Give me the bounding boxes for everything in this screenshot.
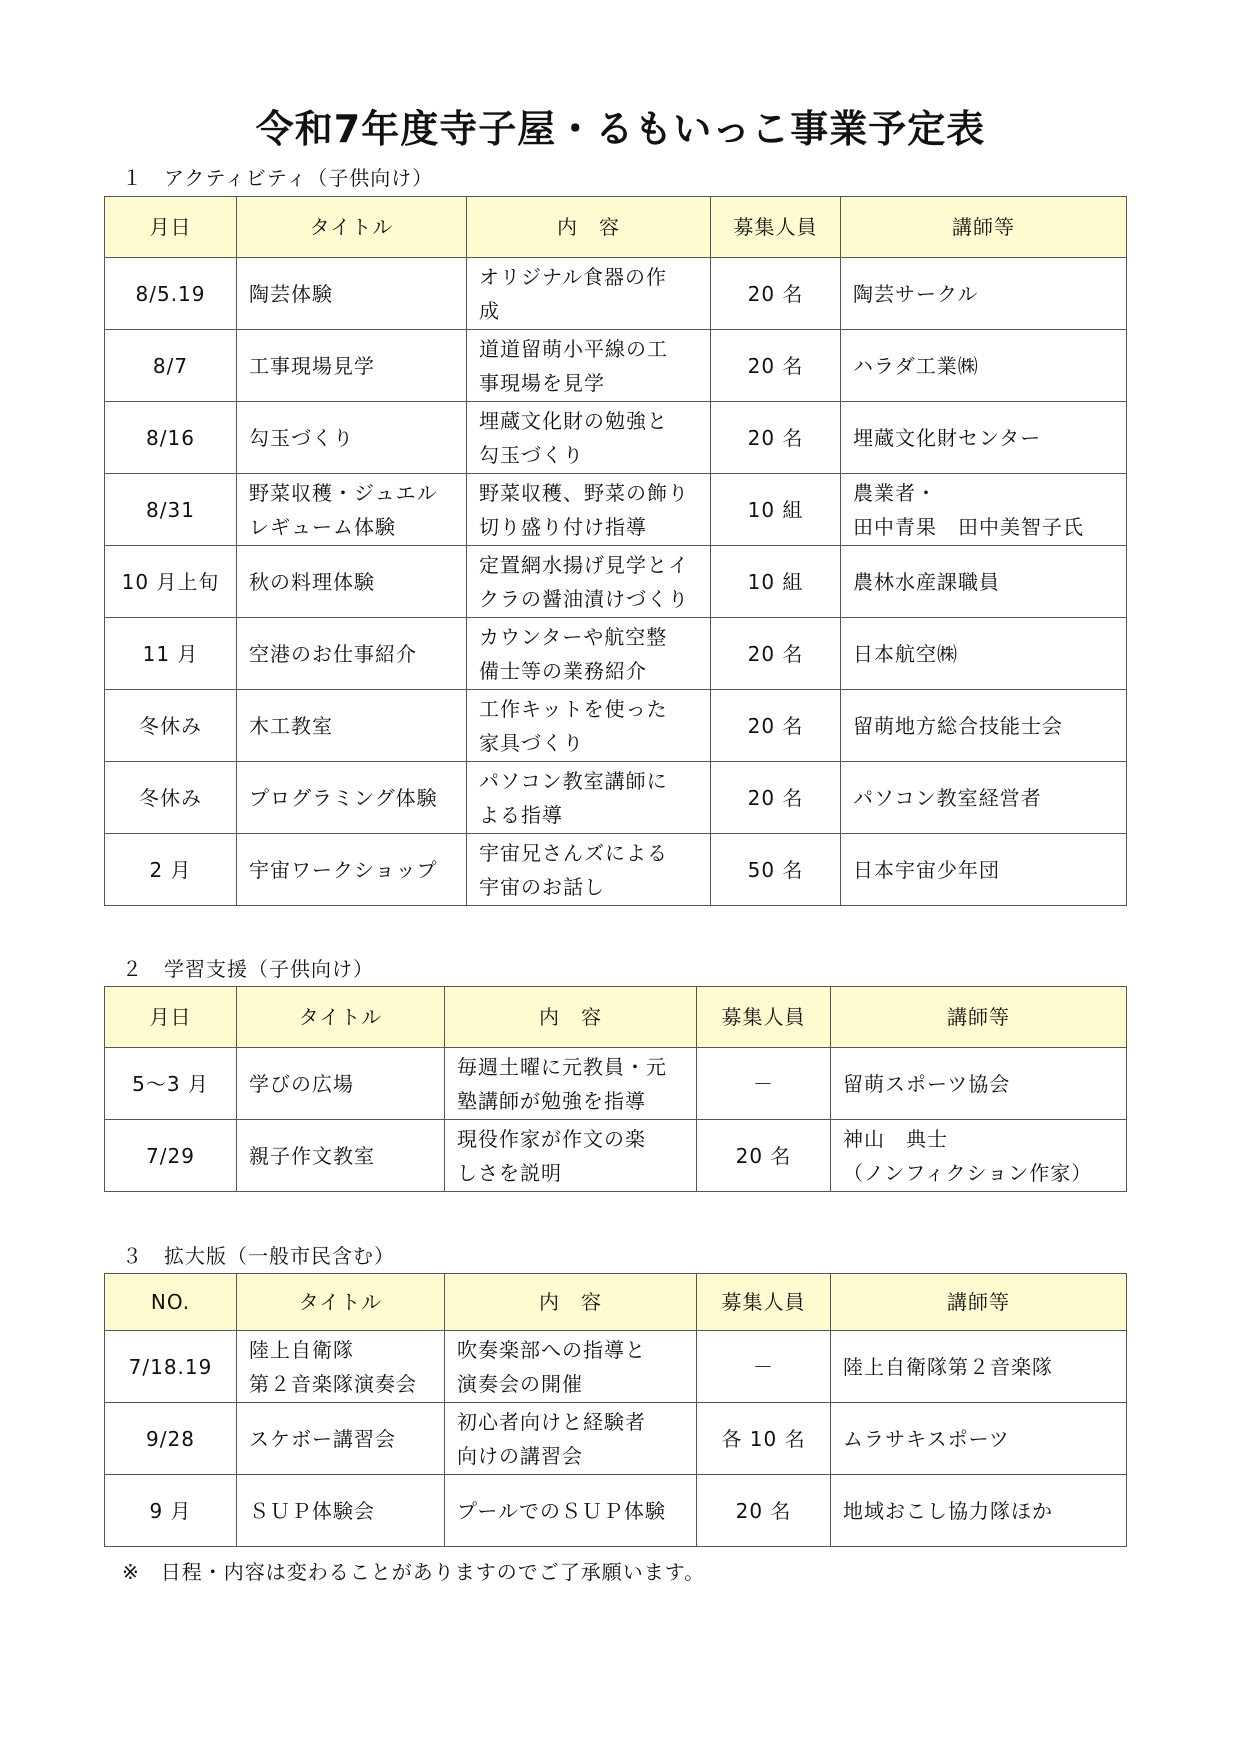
table-row (105, 402, 1127, 474)
date-cell: 2 月 (105, 834, 237, 906)
content-cell-line: 成 (479, 298, 500, 323)
content-cell-line: よる指導 (479, 802, 563, 827)
instructor-cell (831, 1403, 1127, 1475)
disclaimer-note: ※ 日程・内容は変わることがありますのでご了承願います。 (122, 1560, 706, 1584)
title-cell (237, 1048, 445, 1120)
date-cell: 5～3 月 (105, 1048, 237, 1120)
title-cell (237, 1403, 445, 1475)
instructor-cell (841, 618, 1127, 690)
date-cell: 8/16 (105, 402, 237, 474)
col-header-date: 月日 (105, 987, 237, 1048)
instructor-cell-line: ムラサキスポーツ (843, 1426, 1010, 1451)
instructor-cell-line: 農業者・ (853, 480, 937, 505)
col-header-content: 内 容 (467, 197, 711, 258)
date-cell: 冬休み (105, 762, 237, 834)
instructor-cell-line: 陶芸サークル (853, 281, 979, 306)
date-cell: 7/29 (105, 1120, 237, 1192)
instructor-cell (841, 690, 1127, 762)
content-cell-line: パソコン教室講師に (479, 768, 668, 793)
table-row (105, 546, 1127, 618)
table-row (105, 1403, 1127, 1475)
content-cell-line: 工作キットを使った (479, 696, 668, 721)
capacity-cell: 10 組 (711, 474, 841, 546)
title-cell-line: 第２音楽隊演奏会 (249, 1371, 417, 1396)
instructor-cell-line: （ノンフィクション作家） (843, 1160, 1093, 1185)
table-row (105, 1048, 1127, 1120)
col-header-title: タイトル (237, 197, 467, 258)
col-header-capacity: 募集人員 (697, 987, 831, 1048)
instructor-cell-line: パソコン教室経営者 (853, 785, 1042, 810)
capacity-cell: 50 名 (711, 834, 841, 906)
content-cell-line: しさを説明 (457, 1160, 562, 1185)
section-1-heading: １ アクティビティ（子供向け） (122, 166, 434, 190)
content-cell-line: 現役作家が作文の楽 (457, 1126, 646, 1151)
content-cell-line: 吹奏楽部への指導と (457, 1337, 646, 1362)
capacity-cell: 20 名 (711, 258, 841, 330)
instructor-cell (841, 546, 1127, 618)
content-cell-line: 定置網水揚げ見学とイ (479, 552, 689, 577)
content-cell-line: 備士等の業務紹介 (479, 658, 647, 683)
title-cell (237, 546, 467, 618)
capacity-cell: 10 組 (711, 546, 841, 618)
content-cell-line: 切り盛り付け指導 (479, 514, 647, 539)
title-cell-line: 勾玉づくり (249, 425, 354, 450)
instructor-cell (841, 258, 1127, 330)
col-header-instructor: 講師等 (831, 987, 1127, 1048)
col-header-no: NO. (105, 1274, 237, 1331)
instructor-cell (831, 1331, 1127, 1403)
title-cell-line: ＳＵＰ体験会 (249, 1498, 375, 1523)
capacity-cell: 20 名 (711, 330, 841, 402)
instructor-cell (841, 762, 1127, 834)
content-cell-line: 家具づくり (479, 730, 584, 755)
content-cell (467, 402, 711, 474)
content-cell (467, 546, 711, 618)
title-cell-line: 陶芸体験 (249, 281, 333, 306)
title-cell-line: 野菜収穫・ジュエル (249, 480, 438, 505)
content-cell-line: 塾講師が勉強を指導 (457, 1088, 646, 1113)
expanded-table (104, 1273, 1127, 1547)
title-cell (237, 330, 467, 402)
title-cell (237, 258, 467, 330)
table-row (105, 1475, 1127, 1547)
instructor-cell-line: 留萌地方総合技能士会 (853, 713, 1063, 738)
content-cell (467, 474, 711, 546)
instructor-cell-line: 日本宇宙少年団 (853, 857, 1000, 882)
content-cell-line: 宇宙兄さんズによる (479, 840, 668, 865)
col-header-instructor: 講師等 (841, 197, 1127, 258)
table-row (105, 1120, 1127, 1192)
title-cell-line: 空港のお仕事紹介 (249, 641, 417, 666)
table-row (105, 474, 1127, 546)
section-2-heading: ２ 学習支援（子供向け） (122, 957, 374, 981)
col-header-instructor: 講師等 (831, 1274, 1127, 1331)
instructor-cell (841, 474, 1127, 546)
content-cell-line: 野菜収穫、野菜の飾り (479, 480, 689, 505)
content-cell-line: クラの醤油漬けづくり (479, 586, 689, 611)
instructor-cell-line: 留萌スポーツ協会 (843, 1071, 1011, 1096)
content-cell (467, 618, 711, 690)
title-cell (237, 618, 467, 690)
content-cell-line: プールでのＳＵＰ体験 (457, 1498, 666, 1523)
content-cell-line: 毎週土曜に元教員・元 (457, 1054, 667, 1079)
date-cell: 7/18.19 (105, 1331, 237, 1403)
instructor-cell-line: 埋蔵文化財センター (853, 425, 1042, 450)
title-cell-line: 宇宙ワークショップ (249, 857, 438, 882)
section-3-heading: ３ 拡大版（一般市民含む） (122, 1244, 395, 1268)
title-cell (237, 834, 467, 906)
instructor-cell-line: 日本航空㈱ (853, 641, 958, 666)
capacity-cell: 20 名 (711, 690, 841, 762)
content-cell (467, 330, 711, 402)
date-cell: 10 月上旬 (105, 546, 237, 618)
content-cell-line: 埋蔵文化財の勉強と (479, 408, 668, 433)
instructor-cell-line: 農林水産課職員 (853, 569, 1000, 594)
date-cell: 8/7 (105, 330, 237, 402)
activity-table (104, 196, 1127, 906)
title-cell (237, 474, 467, 546)
content-cell (445, 1120, 697, 1192)
title-cell (237, 1331, 445, 1403)
instructor-cell (841, 330, 1127, 402)
table-row (105, 1331, 1127, 1403)
table-row (105, 690, 1127, 762)
instructor-cell-line: ハラダ工業㈱ (853, 353, 979, 378)
title-cell-line: 木工教室 (249, 713, 333, 738)
content-cell-line: 向けの講習会 (457, 1443, 583, 1468)
col-header-content: 内 容 (445, 1274, 697, 1331)
content-cell-line: 勾玉づくり (479, 442, 584, 467)
instructor-cell-line: 陸上自衛隊第２音楽隊 (843, 1354, 1053, 1379)
capacity-cell: 20 名 (697, 1120, 831, 1192)
title-cell (237, 1120, 445, 1192)
capacity-cell: － (697, 1048, 831, 1120)
content-cell-line: 道道留萌小平線の工 (479, 336, 668, 361)
col-header-capacity: 募集人員 (697, 1274, 831, 1331)
study-support-table (104, 986, 1127, 1192)
capacity-cell: － (697, 1331, 831, 1403)
instructor-cell-line: 地域おこし協力隊ほか (843, 1498, 1053, 1523)
instructor-cell (841, 402, 1127, 474)
page-title: 令和7年度寺子屋・るもいっこ事業予定表 (255, 107, 986, 151)
date-cell: 11 月 (105, 618, 237, 690)
instructor-cell-line: 田中青果 田中美智子氏 (853, 514, 1084, 539)
date-cell: 8/5.19 (105, 258, 237, 330)
content-cell (445, 1403, 697, 1475)
col-header-date: 月日 (105, 197, 237, 258)
title-cell-line: 親子作文教室 (249, 1143, 375, 1168)
content-cell (467, 258, 711, 330)
content-cell-line: 演奏会の開催 (457, 1371, 583, 1396)
content-cell-line: 初心者向けと経験者 (457, 1409, 646, 1434)
col-header-content: 内 容 (445, 987, 697, 1048)
content-cell (445, 1475, 697, 1547)
content-cell-line: 事現場を見学 (479, 370, 605, 395)
table-row (105, 762, 1127, 834)
date-cell: 9/28 (105, 1403, 237, 1475)
capacity-cell: 20 名 (711, 618, 841, 690)
col-header-capacity: 募集人員 (711, 197, 841, 258)
content-cell (467, 762, 711, 834)
instructor-cell (831, 1120, 1127, 1192)
instructor-cell (831, 1475, 1127, 1547)
instructor-cell-line: 神山 典士 (843, 1126, 948, 1151)
table-row (105, 258, 1127, 330)
capacity-cell: 20 名 (711, 762, 841, 834)
content-cell (445, 1048, 697, 1120)
instructor-cell (831, 1048, 1127, 1120)
col-header-title: タイトル (237, 1274, 445, 1331)
title-cell-line: 学びの広場 (249, 1071, 354, 1096)
title-cell-line: レギューム体験 (249, 514, 396, 539)
title-cell (237, 1475, 445, 1547)
table-row (105, 330, 1127, 402)
col-header-title: タイトル (237, 987, 445, 1048)
title-cell-line: プログラミング体験 (249, 785, 438, 810)
title-cell-line: 陸上自衛隊 (249, 1337, 354, 1362)
capacity-cell: 20 名 (711, 402, 841, 474)
date-cell: 9 月 (105, 1475, 237, 1547)
table-row (105, 834, 1127, 906)
title-cell-line: 工事現場見学 (249, 353, 375, 378)
content-cell-line: カウンターや航空整 (479, 624, 668, 649)
content-cell (445, 1331, 697, 1403)
date-cell: 8/31 (105, 474, 237, 546)
table-row (105, 618, 1127, 690)
date-cell: 冬休み (105, 690, 237, 762)
title-cell (237, 402, 467, 474)
title-cell (237, 690, 467, 762)
title-cell (237, 762, 467, 834)
instructor-cell (841, 834, 1127, 906)
title-cell-line: 秋の料理体験 (249, 569, 375, 594)
content-cell (467, 834, 711, 906)
capacity-cell: 20 名 (697, 1475, 831, 1547)
title-cell-line: スケボー講習会 (249, 1426, 396, 1451)
capacity-cell: 各 10 名 (697, 1403, 831, 1475)
content-cell-line: 宇宙のお話し (479, 874, 605, 899)
content-cell-line: オリジナル食器の作 (479, 264, 667, 289)
content-cell (467, 690, 711, 762)
